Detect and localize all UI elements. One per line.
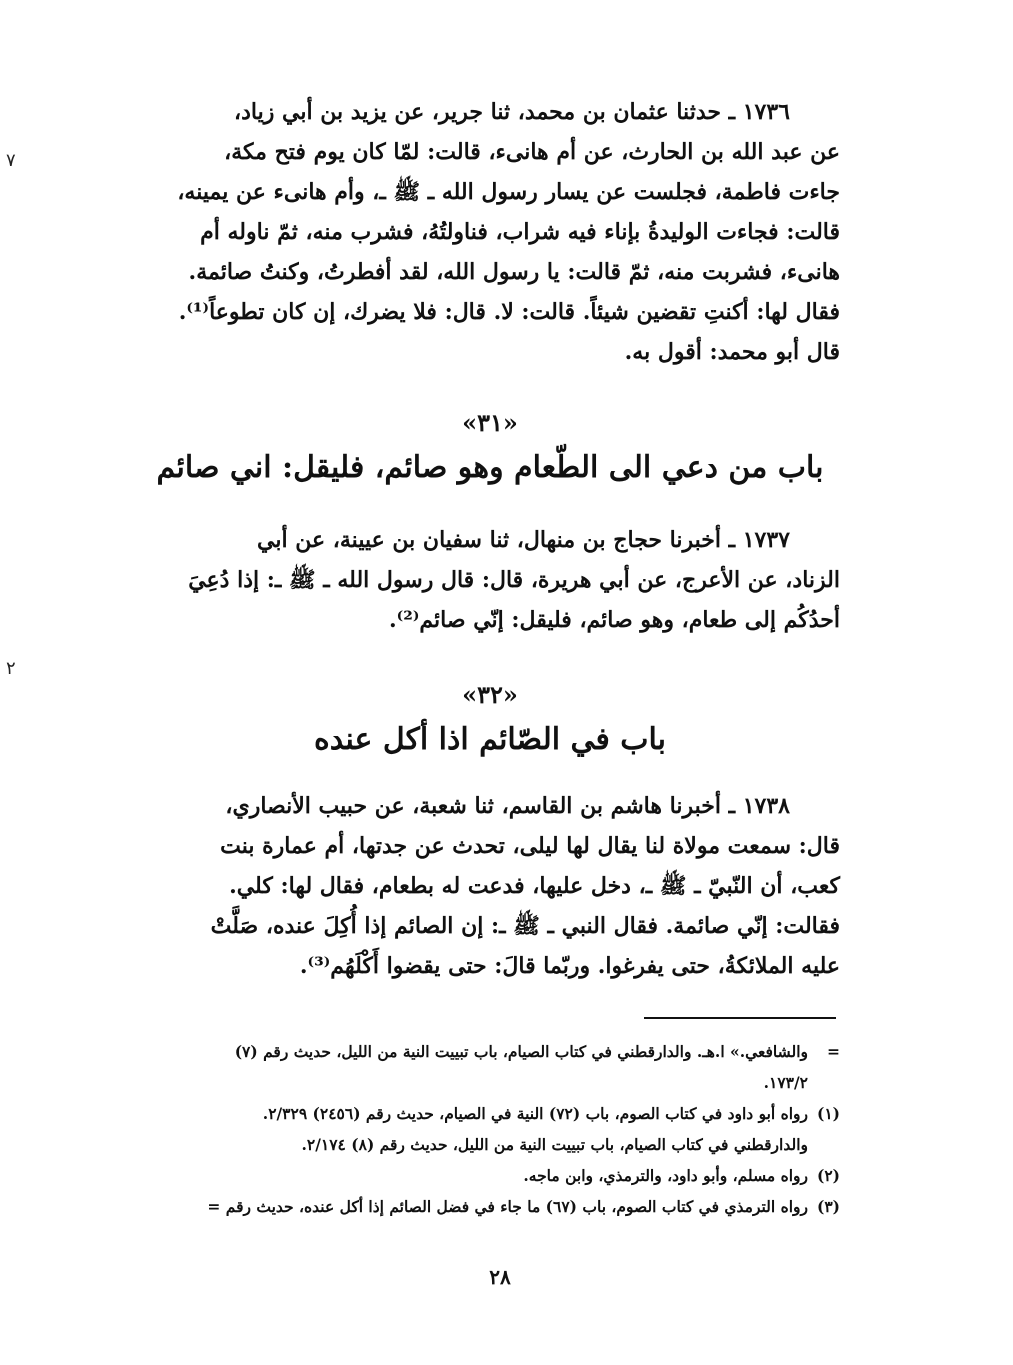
chapter-32-number: «٣٢» (462, 680, 518, 709)
footnote-1 (140, 1098, 840, 1160)
chapter-31-number: «٣١» (462, 408, 518, 437)
hadith-line: عليه الملائكةُ، حتى يفرغوا. وربّما قالَ: حتى يقضوا أَكْلَهُم⁽³⁾. (299, 953, 840, 979)
margin-mark-middle: ٢ (6, 658, 16, 679)
footnote-line: رواه الترمذي في كتاب الصوم، باب (٦٧) ما جاء في فضل الصائم إذا أكل عنده، حديث رقم = (207, 1197, 808, 1216)
page-number: ٢٨ (489, 1265, 511, 1289)
footnote-mark: (١) (816, 1104, 840, 1123)
footnote-text (140, 1098, 808, 1160)
hadith-1738 (140, 786, 840, 986)
hadith-line: فقال لها: أكنتِ تقضين شيئاً. قالت: لا. قال: فلا يضرك، إن كان تطوعاً⁽¹⁾. (178, 299, 840, 325)
footnote-mark: = (827, 1042, 840, 1061)
hadith-line: الزناد، عن الأعرج، عن أبي هريرة، قال: قال رسول الله ـ ﷺ ـ: إذا دُعِيَ (188, 567, 840, 593)
footnote-line: ١٧٣/٢. (763, 1073, 808, 1092)
footnotes (140, 1036, 840, 1222)
hadith-line: ١٧٣٨ ـ أخبرنا هاشم بن القاسم، ثنا شعبة، عن حبيب الأنصاري، (225, 793, 790, 819)
footnote-line: رواه مسلم، وأبو داود، والترمذي، وابن ماجه. (523, 1166, 808, 1185)
hadith-line: أحدُكُم إلى طعام، وهو صائم، فليقل: إنّي صائم⁽²⁾. (388, 607, 840, 633)
hadith-line: قال: سمعت مولاة لنا يقال لها ليلى، تحدث عن جدتها، أم عمارة بنت (220, 833, 840, 859)
chapter-31-title: باب من دعي الى الطّعام وهو صائم، فليقل: اني صائم (156, 450, 824, 485)
footnote-text (140, 1191, 808, 1222)
hadith-line: هانىء، فشربت منه، ثمّ قالت: يا رسول الله، لقد أفطرتُ، وكنتُ صائمة. (188, 259, 840, 285)
hadith-line: جاءت فاطمة، فجلست عن يسار رسول الله ـ ﷺ ـ، وأم هانىء عن يمينه، (177, 179, 840, 205)
footnote-text (140, 1160, 808, 1191)
footnote-2 (140, 1160, 840, 1191)
footnote-3 (140, 1191, 840, 1222)
footnote-mark: (٣) (816, 1197, 840, 1216)
hadith-line: فقالت: إنّي صائمة. فقال النبي ـ ﷺ ـ: إن الصائم إذا أُكِلَ عنده، صَلَّتْ (210, 913, 840, 939)
hadith-line: قال أبو محمد: أقول به. (624, 339, 840, 365)
margin-mark-top: ٧ (6, 150, 16, 171)
footnote-separator (644, 1017, 836, 1019)
chapter-32-title: باب في الصّائم اذا أكل عنده (313, 722, 667, 757)
hadith-line: ١٧٣٧ ـ أخبرنا حجاج بن منهال، ثنا سفيان بن عيينة، عن أبي (257, 527, 790, 553)
footnote-mark: (٢) (816, 1166, 840, 1185)
hadith-1736 (140, 92, 840, 372)
hadith-line: قالت: فجاءت الوليدةُ بإناء فيه شراب، فناولتُهُ، فشرب منه، ثمّ ناوله أم (200, 219, 840, 245)
footnote-continuation (140, 1036, 840, 1098)
hadith-line: عن عبد الله بن الحارث، عن أم هانىء، قالت: لمّا كان يوم فتح مكة، (224, 139, 840, 165)
footnote-line: رواه أبو داود في كتاب الصوم، باب (٧٢) النية في الصيام، حديث رقم (٢٤٥٦) ٢/٣٢٩. (262, 1104, 808, 1123)
hadith-1737 (140, 520, 840, 640)
footnote-line: والشافعي.» ا.هـ. والدارقطني في كتاب الصيام، باب تبييت النية من الليل، حديث رقم (٧) (234, 1042, 808, 1061)
footnote-text (140, 1036, 808, 1098)
hadith-line: كعب، أن النّبيّ ـ ﷺ ـ، دخل عليها، فدعت له بطعام، فقال لها: كلي. (229, 873, 840, 899)
hadith-line: ١٧٣٦ ـ حدثنا عثمان بن محمد، ثنا جرير، عن يزيد بن أبي زياد، (234, 99, 790, 125)
footnote-line: والدارقطني في كتاب الصيام، باب تبييت النية من الليل، حديث رقم (٨) ٢/١٧٤. (301, 1135, 808, 1154)
